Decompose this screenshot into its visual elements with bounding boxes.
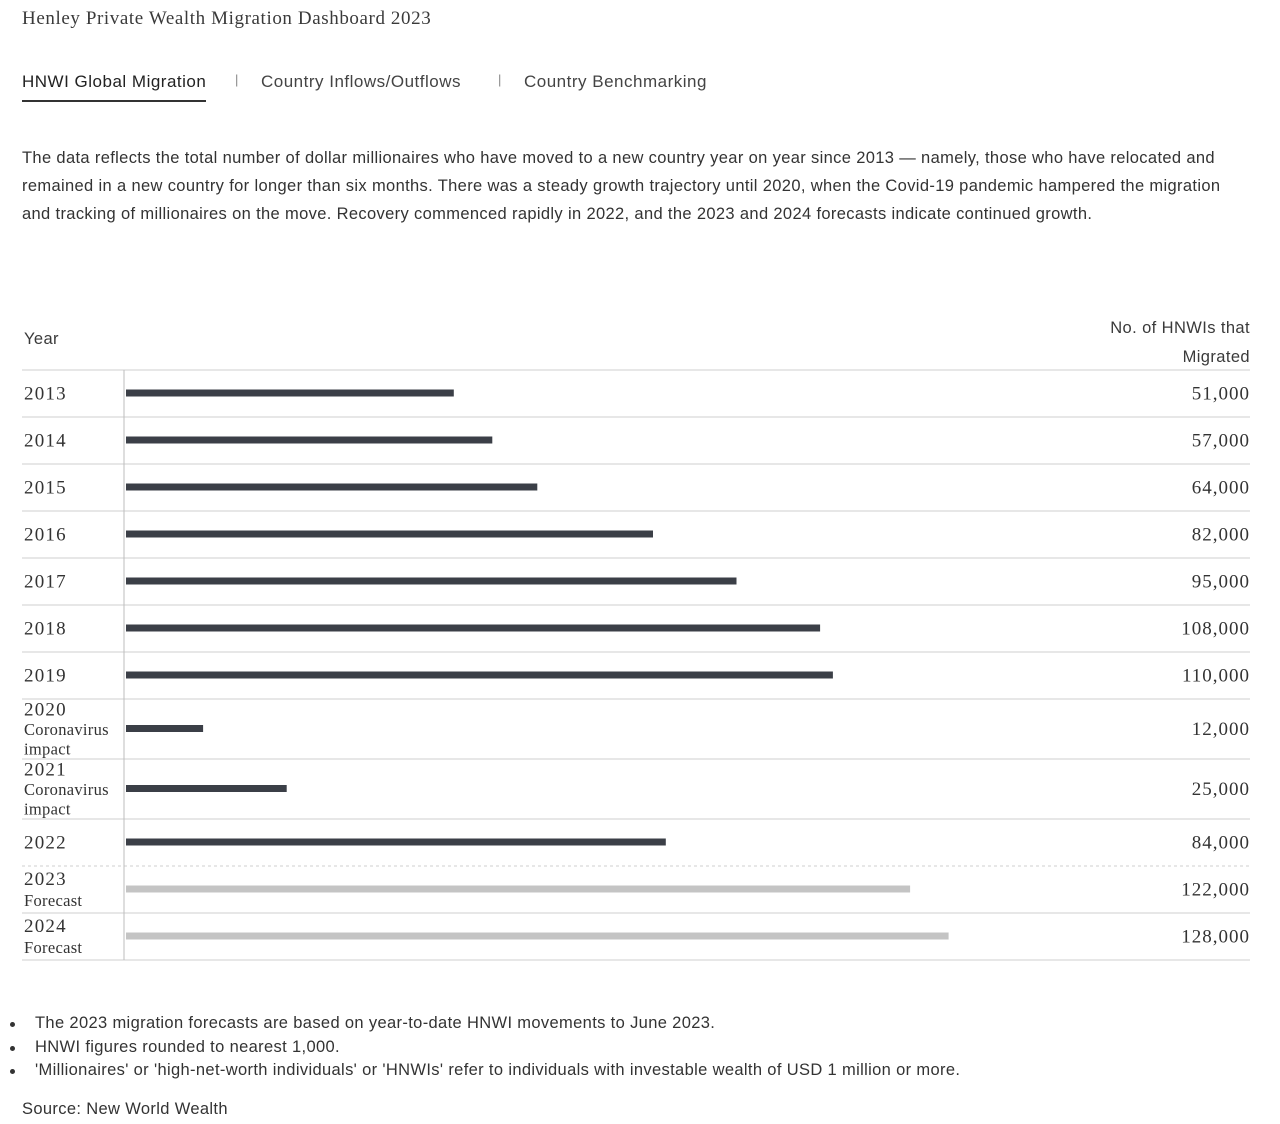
note-text: HNWI figures rounded to nearest 1,000. <box>35 1037 340 1056</box>
bar-2016 <box>126 531 653 538</box>
bullet-icon <box>10 1069 15 1074</box>
bar-2014 <box>126 437 492 444</box>
note-item <box>10 1012 960 1036</box>
year-label: 2020 <box>24 699 67 721</box>
value-label-2015: 64,000 <box>1191 477 1250 499</box>
year-label: 2013 <box>24 383 67 405</box>
bar-2013 <box>126 390 454 397</box>
year-label: 2019 <box>24 665 67 687</box>
note-text: 'Millionaires' or 'high-net-worth individuals' or 'HNWIs' refer to individuals with investable wealth of USD 1 million or more. <box>35 1061 961 1079</box>
value-label-2014: 57,000 <box>1191 430 1250 452</box>
year-label: 2023 <box>24 869 67 890</box>
note-item <box>10 1036 960 1060</box>
year-label: 2015 <box>24 477 67 499</box>
year-note-label: Forecast <box>24 938 83 957</box>
year-label: 2021 <box>24 759 67 781</box>
year-label: 2017 <box>24 571 67 593</box>
tab-hnwi-global-migration[interactable]: HNWI Global Migration <box>22 72 206 102</box>
bar-2022 <box>126 839 666 846</box>
year-label: 2014 <box>24 430 67 452</box>
bar-2019 <box>126 672 833 679</box>
value-label-2013: 51,000 <box>1191 383 1250 405</box>
value-label-2021: 25,000 <box>1191 779 1250 800</box>
count-header-line-1: No. of HNWIs that <box>1110 319 1250 337</box>
tab-country-inflows-outflows[interactable]: Country Inflows/Outflows <box>261 72 462 91</box>
year-note-label: impact <box>24 799 71 819</box>
page-title: Henley Private Wealth Migration Dashboard 2023 <box>22 8 432 29</box>
year-note-label: Forecast <box>24 891 83 910</box>
bar-2021 <box>126 785 287 792</box>
value-label-2022: 84,000 <box>1191 832 1250 854</box>
bar-2020 <box>126 725 203 732</box>
migration-chart <box>22 308 1250 963</box>
value-label-2019: 110,000 <box>1181 665 1250 687</box>
year-label: 2016 <box>24 524 67 546</box>
note-item <box>10 1059 960 1083</box>
bar-2023 <box>126 886 910 893</box>
value-label-2017: 95,000 <box>1191 571 1250 593</box>
year-note-label: Coronavirus <box>24 780 109 799</box>
bar-2015 <box>126 484 537 491</box>
year-label: 2022 <box>24 832 67 854</box>
bullet-icon <box>10 1022 15 1027</box>
intro-text: The data reflects the total number of dollar millionaires who have moved to a new country year on year since 2013 — namely, those who have relocated and remained in a new country for longer than six months. There was a steady growth trajectory until 2020, when the Covid-19 pandemic hampered the migration and tracking of millionaires on the move. Recovery commenced rapidly in 2022, and the 2023 and 2024 forecasts indicate continued growth. <box>22 149 1221 224</box>
value-label-2016: 82,000 <box>1191 524 1250 546</box>
note-text: The 2023 migration forecasts are based on year-to-date HNWI movements to June 2023. <box>35 1014 716 1032</box>
bullet-icon <box>10 1046 15 1051</box>
source-text: Source: New World Wealth <box>22 1100 228 1118</box>
count-header-line-2: Migrated <box>1182 348 1250 366</box>
value-label-2024: 128,000 <box>1181 926 1250 948</box>
tab-separator: | <box>235 72 239 87</box>
year-column-header: Year <box>24 330 59 348</box>
value-label-2020: 12,000 <box>1191 719 1250 740</box>
bar-2024 <box>126 933 949 940</box>
value-label-2018: 108,000 <box>1181 618 1250 640</box>
notes-list <box>10 1012 960 1083</box>
tab-country-benchmarking[interactable]: Country Benchmarking <box>524 72 707 91</box>
value-label-2023: 122,000 <box>1181 879 1250 901</box>
bar-2017 <box>126 578 737 585</box>
year-note-label: impact <box>24 739 71 759</box>
bar-chart-svg <box>22 308 1250 963</box>
bar-2018 <box>126 625 820 632</box>
year-note-label: Coronavirus <box>24 720 109 739</box>
year-label: 2018 <box>24 618 67 640</box>
tab-separator: | <box>498 72 502 87</box>
year-label: 2024 <box>24 916 67 937</box>
